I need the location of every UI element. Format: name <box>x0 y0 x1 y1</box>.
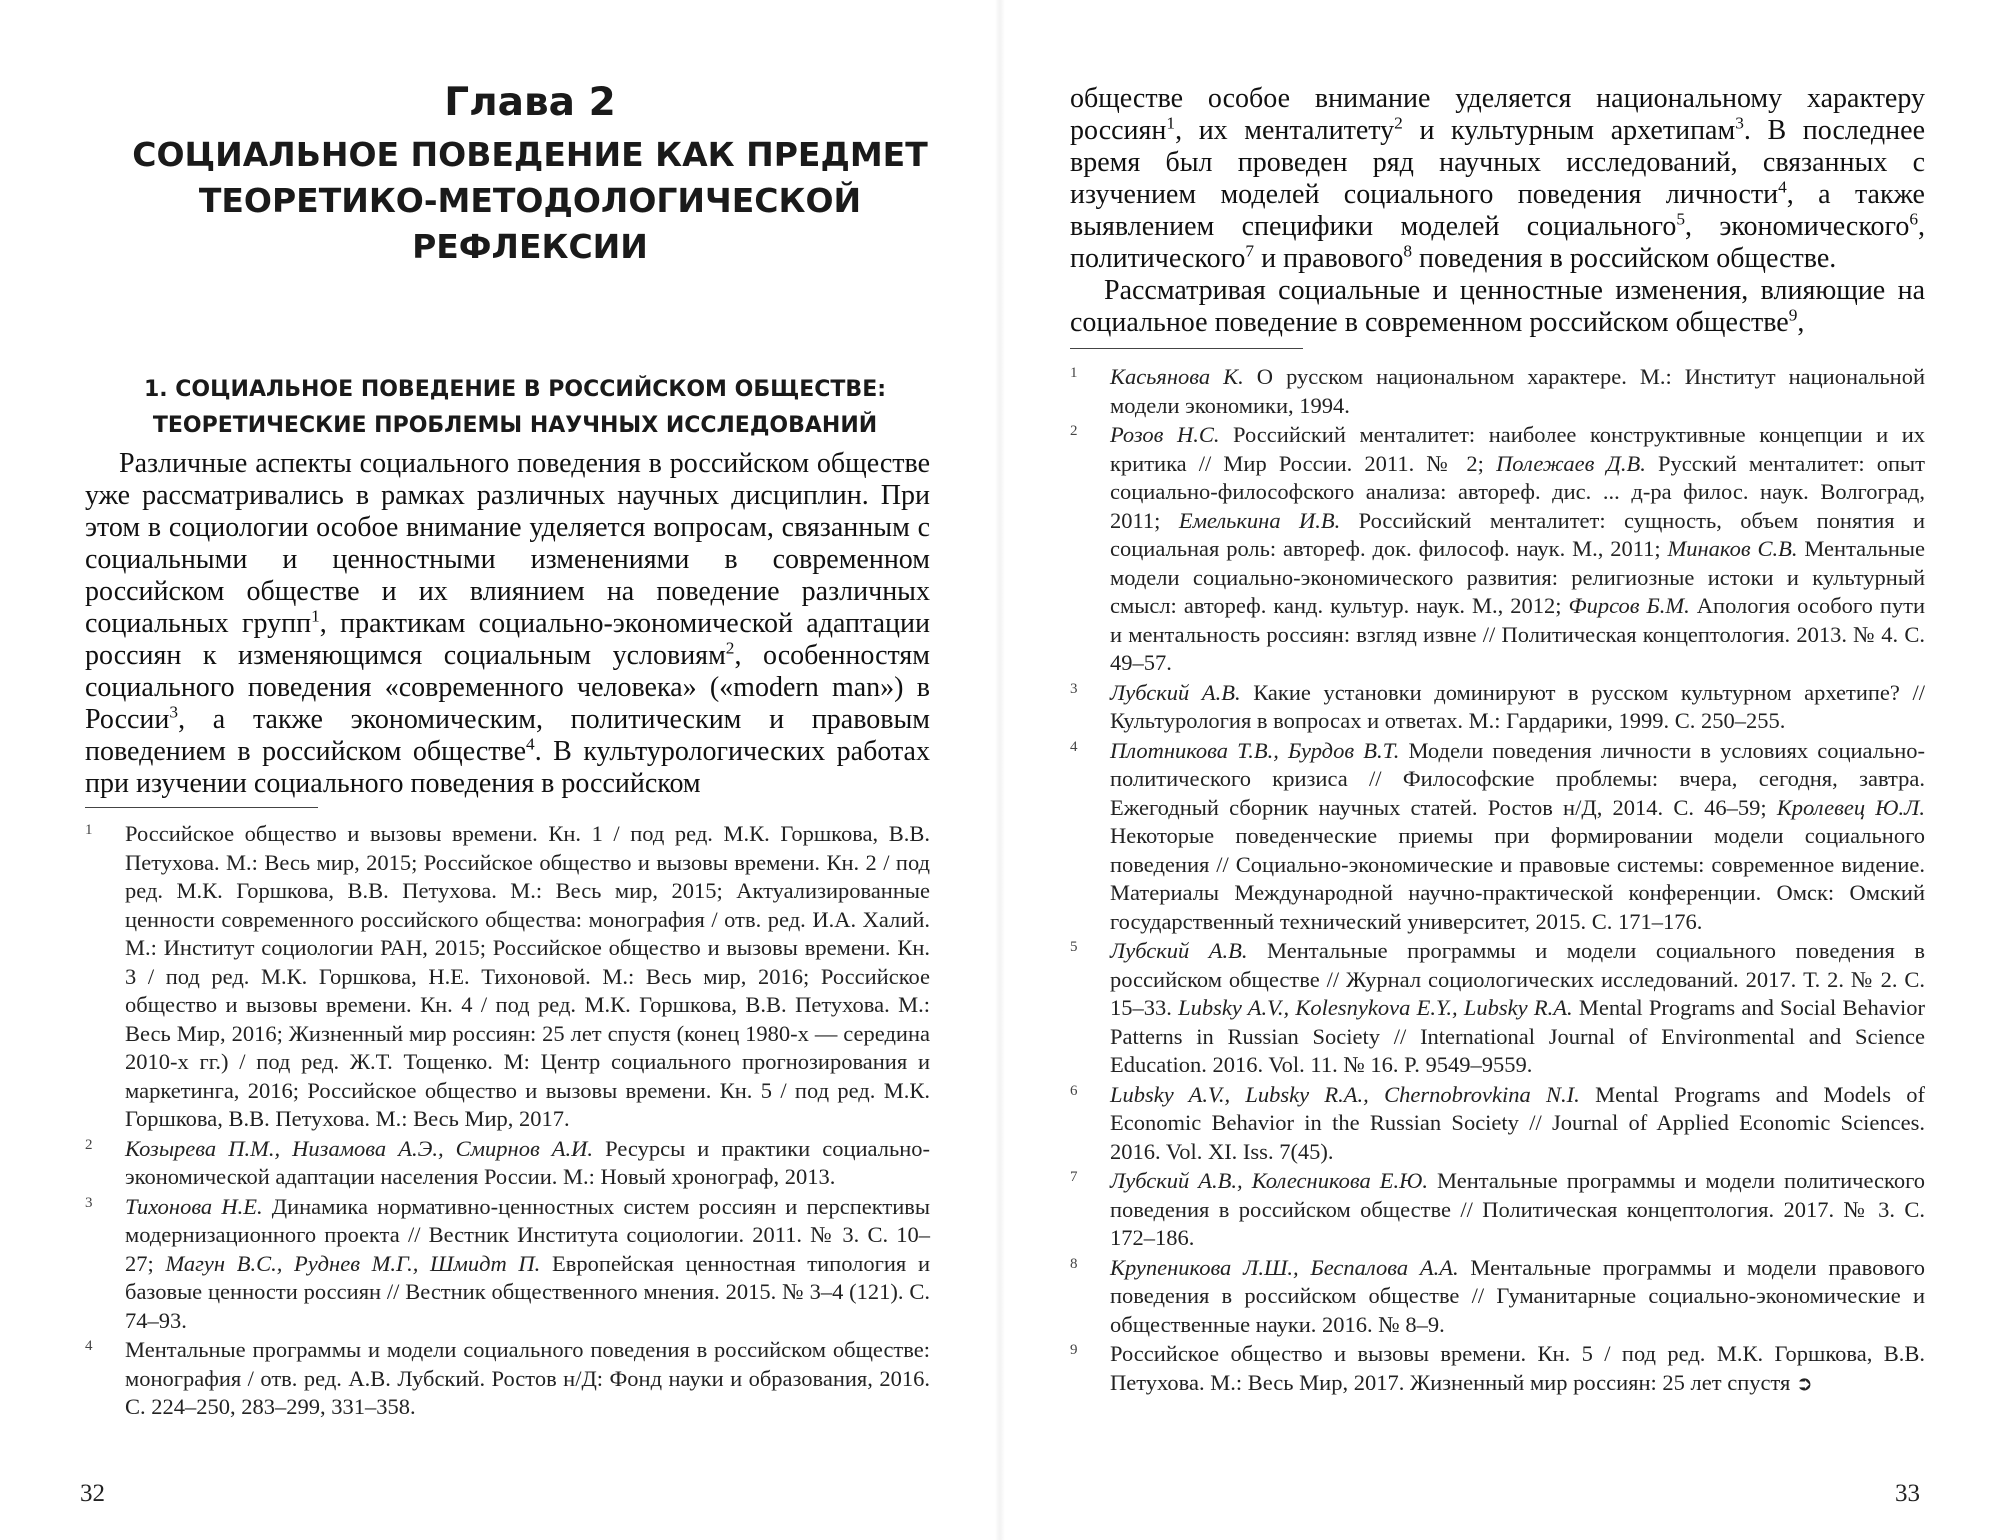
footnote-ref[interactable]: 4 <box>526 734 535 754</box>
footnote-text <box>125 1135 930 1192</box>
body-text-segment: и правового <box>1254 243 1404 274</box>
body-text-segment: Рассматривая социальные и ценностные изменения, влияющие на социальное поведение в современном российском обществе <box>1070 275 1925 338</box>
footnote-4 <box>1070 737 1925 937</box>
footnote-8 <box>1070 1254 1925 1340</box>
footnote-marker: 6 <box>1070 1082 1078 1099</box>
footnote-2 <box>1070 421 1925 678</box>
left-footnotes <box>85 820 930 1423</box>
footnote-ref[interactable]: 7 <box>1245 241 1255 261</box>
footnote-7 <box>1070 1167 1925 1253</box>
footnote-authors: Кролевец Ю.Л. <box>1776 794 1925 820</box>
footnote-authors: Емелькина И.В. <box>1178 507 1341 533</box>
footnote-ref[interactable]: 8 <box>1403 241 1413 261</box>
footnote-3 <box>1070 679 1925 736</box>
footnote-authors: Крупеникова Л.Ш., Беспалова А.А. <box>1110 1254 1459 1280</box>
footnote-text-segment: О русском национальном характере. М.: Институт национальной модели экономики, 1994. <box>1110 364 1926 418</box>
footnote-marker: 5 <box>1070 939 1078 955</box>
footnote-9 <box>1070 1340 1925 1397</box>
page-number-left: 32 <box>80 1480 105 1507</box>
footnote-authors: Lubsky A.V., Lubsky R.A., Chernobrovkina N.I. <box>1110 1081 1580 1107</box>
footnote-text <box>1110 737 1925 937</box>
footnote-2 <box>85 1135 930 1192</box>
footnote-text <box>1110 679 1925 736</box>
footnote-text <box>1110 1340 1925 1397</box>
footnote-marker: 2 <box>1070 423 1078 439</box>
footnote-1 <box>85 820 930 1134</box>
body-text-segment: и культурным архетипам <box>1402 115 1736 146</box>
footnote-text-segment: Российское общество и вызовы времени. Кн. 5 / под ред. М.К. Горшкова, В.В. Петухова. М.: Весь Мир, 2017. Жизненный мир россиян: 25 лет спустя <box>1110 1341 1925 1395</box>
footnote-authors: Lubsky A.V., Kolesnykova E.Y., Lubsky R.A. <box>1178 995 1573 1020</box>
footnote-authors: Лубский А.В. <box>1110 679 1241 705</box>
footnote-ref[interactable]: 9 <box>1788 305 1798 325</box>
section-heading <box>100 372 930 444</box>
footnote-marker: 3 <box>85 1194 93 1211</box>
footnote-text-segment: Ресурсы и практики социально-экономической адаптации населения России. М.: Новый хронограф, 2013. <box>125 1135 930 1189</box>
footnote-marker: 4 <box>85 1338 93 1354</box>
footnote-text: Ментальные программы и модели социального поведения в российском обществе: монография / отв. ред. А.В. Лубский. Ростов н/Д: Фонд науки и образования, 2016. С. 224–250, 283–299, 331–358. <box>125 1337 930 1419</box>
body-text-segment: , особенностям социального поведения «современного человека» («modern man») в России <box>85 640 930 735</box>
footnote-ref[interactable]: 2 <box>1394 113 1403 133</box>
footnote-ref[interactable]: 3 <box>169 702 179 722</box>
footnote-text <box>1110 937 1925 1080</box>
footnote-text <box>1110 421 1925 678</box>
body-text-segment: , политического <box>1070 211 1925 274</box>
right-footnotes <box>1070 363 1925 1398</box>
footnote-text-segment: Mental Programs and Models of Economic Behavior in the Russian Society // Journal of Applied Economic Sciences. 2016. Vol. XI. Iss. 7(45). <box>1110 1081 1925 1164</box>
footnote-marker: 1 <box>85 822 93 838</box>
footnote-ref[interactable]: 5 <box>1676 209 1686 229</box>
footnote-text-segment: Mental Programs and Social Behavior Patterns in Russian Society // International Journal of Environmental and Science Education. 2016. Vol. 11. № 16. P. 9549–9559. <box>1110 995 1926 1077</box>
footnote-5 <box>1070 937 1925 1080</box>
continued-arrow-icon: ➲ <box>1796 1370 1813 1395</box>
footnote-ref[interactable]: 1 <box>311 606 320 626</box>
footnote-1 <box>1070 363 1925 420</box>
body-text-segment: Различные аспекты социального поведения в российском обществе уже рассматривались в рамках различных научных дисциплин. При этом в социологии особое внимание уделяется вопросам, связанным с социальными и ценностными изменениями в современном российском обществе и их влиянием на поведение различных социальных групп <box>85 448 930 639</box>
body-text-segment: , практикам социально-экономической адаптации россиян к изменяющимся социальным условиям <box>85 608 930 671</box>
footnote-ref[interactable]: 2 <box>725 638 735 658</box>
body-paragraph <box>1070 275 1925 339</box>
body-paragraph <box>1070 83 1925 275</box>
footnote-3 <box>85 1193 930 1336</box>
footnote-text-segment: Некоторые поведенческие приемы при формировании модели социального поведения // Социально-экономические и правовые системы: современное видение. Материалы Международной научно-практической конференции. Омск: Омский государственный технический университет, 2015. С. 171–176. <box>1110 823 1925 934</box>
footnote-text <box>1110 363 1925 420</box>
body-text-segment: , их менталитету <box>1175 115 1395 146</box>
footnote-text-segment: Русский менталитет: опыт социально-философского анализа: автореф. дис. ... д-ра филос. наук. Волгоград, 2011; <box>1110 450 1925 533</box>
footnote-marker: 3 <box>1070 680 1078 697</box>
section-title-line-2: ТЕОРЕТИЧЕСКИЕ ПРОБЛЕМЫ НАУЧНЫХ ИССЛЕДОВАНИЙ <box>152 413 878 438</box>
footnote-marker: 8 <box>1070 1255 1078 1272</box>
footnote-ref[interactable]: 1 <box>1166 113 1176 133</box>
footnote-text-segment: Ментальные программы и модели политического поведения в российском обществе // Политическая концептология. 2017. № 3. С. 172–186. <box>1110 1168 1925 1250</box>
footnote-authors: Полежаев Д.В. <box>1496 450 1646 476</box>
footnote-marker: 4 <box>1070 738 1078 755</box>
footnote-text-segment: Динамика нормативно-ценностных систем россиян и перспективы модернизационного проекта // Вестник Института социологии. 2011. № 3. С. 10–27; <box>125 1193 930 1276</box>
footnote-text <box>1110 1167 1925 1253</box>
footnote-separator <box>85 807 318 808</box>
page-number-right: 33 <box>1895 1480 1920 1507</box>
body-text-segment: . В последнее время был проведен ряд научных исследований, связанных с изучением моделей социального поведения личности <box>1070 115 1926 210</box>
footnote-text-segment: Какие установки доминируют в русском культурном архетипе? // Культурология в вопросах и ответах. М.: Гардарики, 1999. С. 250–255. <box>1110 679 1925 733</box>
body-text-segment: . В культурологических работах при изучении социального поведения в российском <box>85 736 930 799</box>
footnote-text: Российское общество и вызовы времени. Кн. 1 / под ред. М.К. Горшкова, В.В. Петухова. М.: Весь мир, 2015; Российское общество и вызовы времени. Кн. 2 / под ред. М.К. Горшкова, В.В. Петухова. М.: Весь мир, 2015; Актуализированные ценности современного российского общества: монография / отв. ред. И.А. Халий. М.: Институт социологии РАН, 2015; Российское общество и вызовы времени. Кн. 3 / под ред. М.К. Горшкова, Н.Е. Тихоновой. М.: Весь мир, 2016; Российское общество и вызовы времени. Кн. 4 / под ред. М.К. Горшкова, В.В. Петухова. М.: Весь Мир, 2016; Жизненный мир россиян: 25 лет спустя (конец 1980-х — середина 2010-х гг.) / под ред. Ж.Т. Тощенко. М: Центр социального прогнозирования и маркетинга, 2016; Российское общество и вызовы времени. Кн. 5 / под ред. М.К. Горшкова, В.В. Петухова. М.: Весь Мир, 2017. <box>125 821 930 1131</box>
footnote-authors: Тихонова Н.Е. <box>125 1193 263 1219</box>
body-text-segment: , а также экономическим, политическим и правовым поведением в российском обществе <box>85 704 930 767</box>
section-title-line-1: 1. СОЦИАЛЬНОЕ ПОВЕДЕНИЕ В РОССИЙСКОМ ОБЩЕСТВЕ: <box>143 377 887 402</box>
chapter-label: Глава 2 <box>444 80 616 125</box>
footnote-marker: 9 <box>1070 1342 1078 1358</box>
footnote-authors: Лубский А.В. <box>1110 938 1248 963</box>
footnote-authors: Фирсов Б.М. <box>1568 593 1690 618</box>
chapter-heading <box>130 78 930 270</box>
body-text-segment: обществе особое внимание уделяется национальному характеру россиян <box>1070 83 1925 146</box>
footnote-text-segment: Модели поведения личности в условиях социально-политического кризиса // Философские проблемы: вчера, сегодня, завтра. Ежегодный сборник научных статей. Ростов н/Д, 2014. С. 46–59; <box>1110 737 1925 820</box>
footnote-marker: 1 <box>1070 365 1078 381</box>
footnote-authors: Розов Н.С. <box>1110 422 1220 447</box>
body-text-segment: , <box>1797 307 1805 338</box>
footnote-text-segment: Апология особого пути и ментальность россиян: взгляд извне // Политическая концептология. 2013. № 4. С. 49–57. <box>1110 593 1925 675</box>
left-body-text <box>85 448 930 800</box>
footnote-text-segment: Европейская ценностная типология и базовые ценности россиян // Вестник общественного мнения. 2015. № 3–4 (121). С. 74–93. <box>125 1250 930 1333</box>
footnote-6 <box>1070 1081 1925 1167</box>
footnote-authors: Касьянова К. <box>1110 364 1244 389</box>
footnote-text-segment: Российский менталитет: наиболее конструктивные концепции и их критика // Мир России. 2011. № 2; <box>1110 422 1925 476</box>
body-paragraph <box>85 448 930 800</box>
body-text-segment: , экономического <box>1685 211 1910 242</box>
footnote-text-segment: Ментальные программы и модели правового поведения в российском обществе // Гуманитарные социально-экономические и общественные науки. 2016. № 8–9. <box>1110 1254 1926 1337</box>
footnote-marker: 7 <box>1070 1169 1078 1185</box>
footnote-text-segment: Ментальные модели социально-экономического развития: религиозные истоки и культурный смысл: автореф. канд. культур. наук. М., 2012; <box>1110 536 1925 618</box>
footnote-authors: Козырева П.М., Низамова А.Э., Смирнов А.И. <box>125 1135 594 1161</box>
footnote-authors: Магун В.С., Руднев М.Г., Шмидт П. <box>165 1250 541 1276</box>
footnote-separator <box>1070 348 1303 349</box>
footnote-authors: Минаков С.В. <box>1667 536 1798 561</box>
footnote-authors: Плотникова Т.В., Бурдов В.Т. <box>1110 737 1400 763</box>
footnote-authors: Лубский А.В., Колесникова Е.Ю. <box>1110 1168 1428 1193</box>
footnote-text <box>1110 1081 1925 1167</box>
footnote-text-segment: Ментальные программы и модели социального поведения в российском обществе // Журнал социологических исследований. 2017. Т. 2. № 2. С. 15–33. <box>1110 938 1925 1020</box>
footnote-ref[interactable]: 3 <box>1735 113 1744 133</box>
body-text-segment: , а также выявлением специфики моделей социального <box>1070 179 1925 242</box>
body-text-segment: поведения в российском обществе. <box>1412 243 1837 274</box>
footnote-text <box>1110 1254 1925 1340</box>
footnote-marker: 2 <box>85 1136 93 1153</box>
footnote-text-segment: Российский менталитет: сущность, объем понятия и социальная роль: автореф. док. философ. наук. М., 2011; <box>1110 507 1925 561</box>
right-body-text <box>1070 83 1925 339</box>
right-page <box>1000 0 2000 1540</box>
footnote-ref[interactable]: 4 <box>1778 177 1787 197</box>
footnote-4 <box>85 1336 930 1422</box>
footnote-ref[interactable]: 6 <box>1909 209 1918 229</box>
chapter-title: СОЦИАЛЬНОЕ ПОВЕДЕНИЕ КАК ПРЕДМЕТ ТЕОРЕТИКО-МЕТОДОЛОГИЧЕСКОЙ РЕФЛЕКСИИ <box>132 135 928 266</box>
footnote-text <box>125 1193 930 1336</box>
